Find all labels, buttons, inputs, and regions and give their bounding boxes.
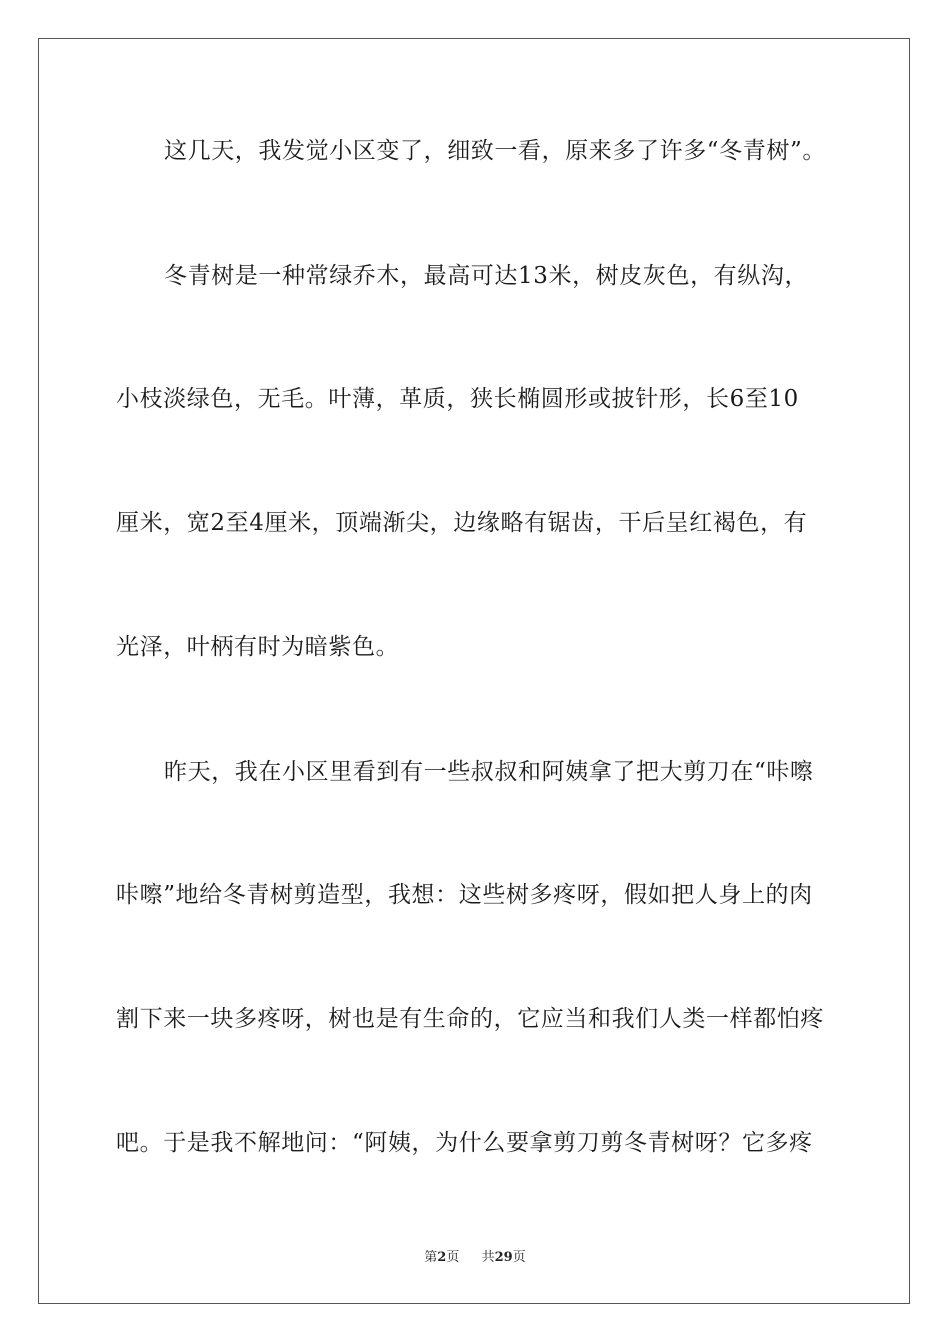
paragraph-3-line-2: 咔嚓”地给冬青树剪造型，我想：这些树多疼呀，假如把人身上的肉: [116, 882, 813, 908]
total-prefix: 共: [481, 1250, 495, 1265]
paragraph-2-line-2: 小枝淡绿色，无毛。叶薄，革质，狭长椭圆形或披针形，长6至10: [116, 386, 799, 412]
page-suffix: 页: [446, 1250, 460, 1265]
paragraph-2-line-3: 厘米，宽2至4厘米，顶端渐尖，边缘略有锯齿，干后呈红褐色，有: [116, 510, 808, 536]
total-suffix: 页: [512, 1250, 526, 1265]
page-current: 2: [437, 1250, 447, 1265]
page-border: [38, 38, 910, 1304]
paragraph-3-line-4: 吧。于是我不解地问：“阿姨，为什么要拿剪刀剪冬青树呀？它多疼: [116, 1130, 813, 1156]
total-pages: 29: [494, 1250, 513, 1265]
paragraph-1-line-1: 这几天，我发觉小区变了，细致一看，原来多了许多“冬青树”。: [164, 138, 826, 164]
paragraph-2-line-1: 冬青树是一种常绿乔木，最高可达13米，树皮灰色，有纵沟，: [164, 263, 809, 289]
paragraph-3-line-1: 昨天，我在小区里看到有一些叔叔和阿姨拿了把大剪刀在“咔嚓: [164, 759, 814, 785]
paragraph-2-line-4: 光泽，叶柄有时为暗紫色。: [116, 634, 400, 660]
page-prefix: 第: [424, 1250, 438, 1265]
paragraph-3-line-3: 割下来一块多疼呀，树也是有生命的，它应当和我们人类一样都怕疼: [116, 1006, 824, 1032]
page-footer: [0, 1246, 950, 1265]
